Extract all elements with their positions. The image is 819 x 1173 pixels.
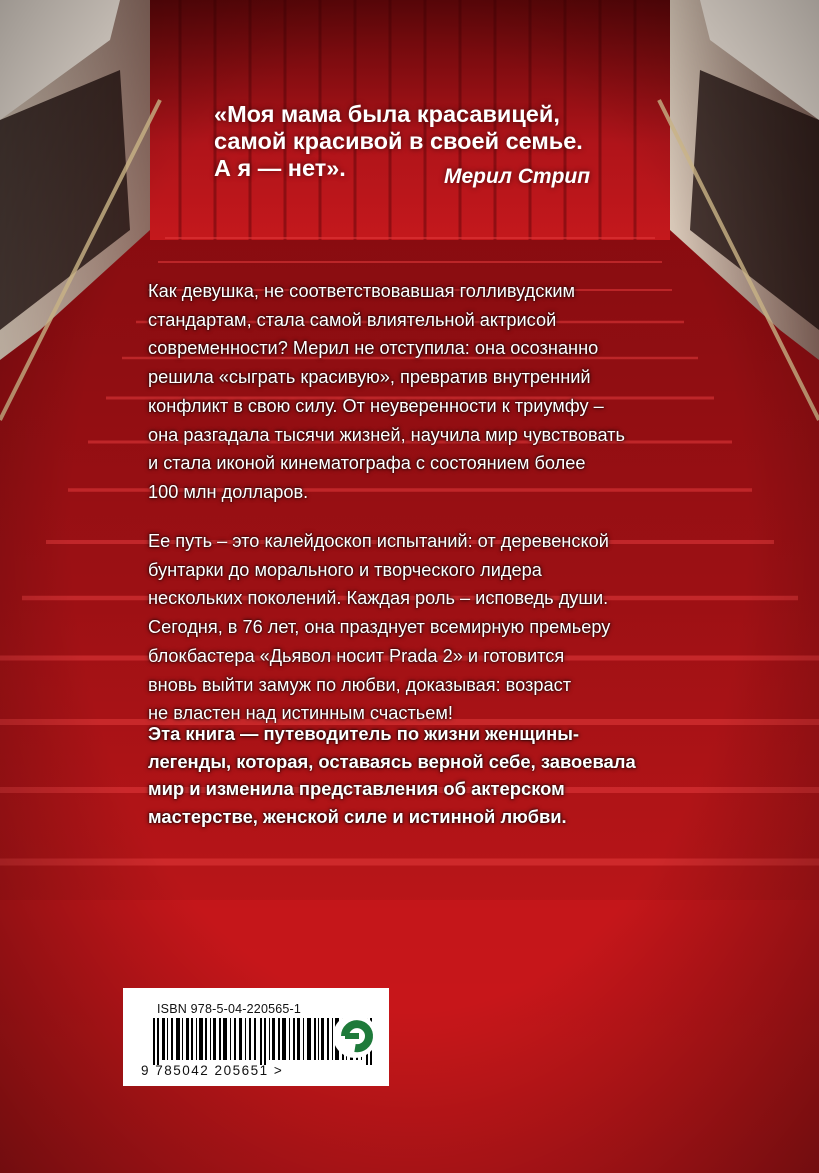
summary-paragraph: Эта книга — путеводитель по жизни женщины- легенды, которая, оставаясь верной себе, завоевала мир и изменила представления об актерском мастерстве, женской силе и истинной любви. — [148, 723, 636, 827]
publisher-name: ЭКСМО — [336, 1064, 375, 1075]
quote-line: самой красивой в своей семье. — [214, 128, 583, 154]
isbn-text: ISBN 978-5-04-220565-1 — [157, 1002, 302, 1016]
quote-line: «Моя мама была красавицей, — [214, 101, 560, 127]
quote-author: Мерил Стрип — [444, 165, 591, 188]
description-paragraph: Ее путь – это калейдоскоп испытаний: от деревенской бунтарки до морального и творческого лидера нескольких поколений. Каждая роль – исповедь души. Сегодня, в 76 лет, она празднует всемирную премьеру блокбастера «Дьявол носит Prada 2» и готовится вновь выйти замуж по любви, доказывая: возраст не властен над истинным счастьем! — [148, 531, 611, 724]
barcode-digits: 9 785042 205651 > — [141, 1063, 284, 1078]
description-paragraph: Как девушка, не соответствовавшая голливудским стандартам, стала самой влиятельной актрисой современности? Мерил не отступила: она осознанно решила «сыграть красивую», превратив внутренний конфликт в свою силу. От неуверенности к триумфу – она разгадала тысячи жизней, научила мир чувствовать и стала иконой кинематографа с состоянием более 100 млн долларов. — [148, 281, 625, 502]
quote-line: А я — нет». — [214, 155, 346, 181]
